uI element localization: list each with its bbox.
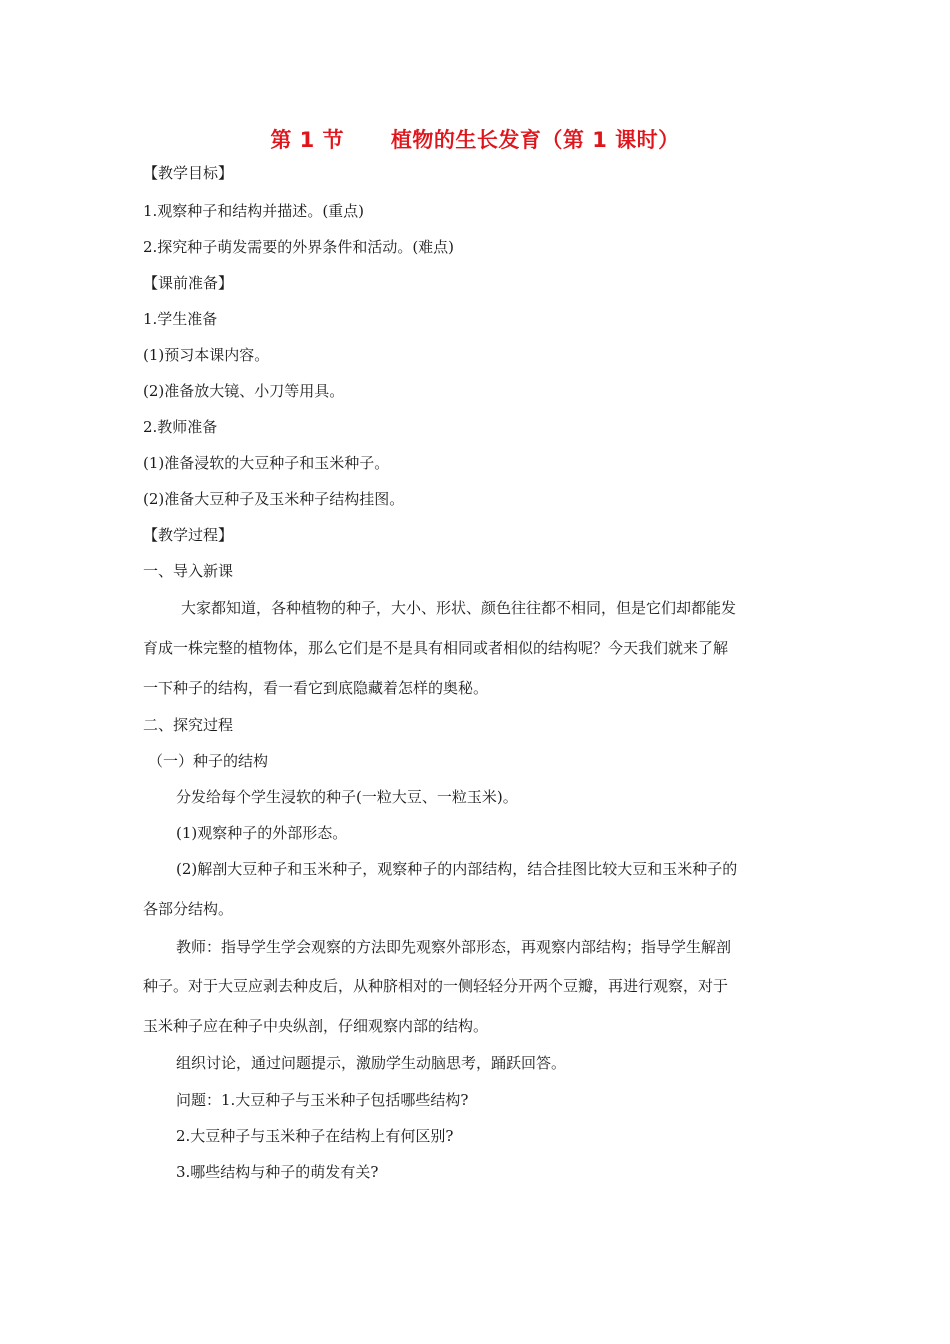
section-inquiry: 二、探究过程	[143, 716, 234, 734]
step-dissect-line-2: 各部分结构。	[143, 900, 234, 918]
heading-teaching-goals: 【教学目标】	[143, 164, 234, 182]
prep-student: 1.学生准备	[143, 310, 218, 328]
heading-teaching-process: 【教学过程】	[143, 526, 234, 544]
paragraph-teacher-line-1: 教师：指导学生学会观察的方法即先观察外部形态，再观察内部结构；指导学生解剖	[176, 938, 732, 956]
paragraph-intro-line-1: 大家都知道，各种植物的种子，大小、形状、颜色往往都不相同，但是它们却都能发	[181, 599, 737, 617]
goal-item-1: 1.观察种子和结构并描述。(重点)	[143, 202, 365, 220]
prep-student-item-1: (1)预习本课内容。	[143, 346, 270, 364]
paragraph-intro-line-3: 一下种子的结构，看一看它到底隐藏着怎样的奥秘。	[143, 679, 489, 697]
step-dissect-line-1: (2)解剖大豆种子和玉米种子，观察种子的内部结构，结合挂图比较大豆和玉米种子的	[176, 860, 738, 878]
subsection-seed-structure: （一）种子的结构	[148, 752, 269, 770]
section-intro: 一、导入新课	[143, 562, 234, 580]
prep-teacher-item-1: (1)准备浸软的大豆种子和玉米种子。	[143, 454, 390, 472]
step-observe-external: (1)观察种子的外部形态。	[176, 824, 348, 842]
paragraph-intro-line-2: 育成一株完整的植物体，那么它们是不是具有相同或者相似的结构呢？今天我们就来了解	[143, 639, 729, 657]
prep-teacher: 2.教师准备	[143, 418, 218, 436]
paragraph-teacher-line-3: 玉米种子应在种子中央纵剖，仔细观察内部的结构。	[143, 1017, 489, 1035]
paragraph-teacher-line-2: 种子。对于大豆应剥去种皮后，从种脐相对的一侧轻轻分开两个豆瓣，再进行观察，对于	[143, 977, 729, 995]
page-title: 第 1 节 植物的生长发育（第 1 课时）	[270, 128, 680, 152]
goal-item-2: 2.探究种子萌发需要的外界条件和活动。(难点)	[143, 238, 455, 256]
question-1: 问题：1.大豆种子与玉米种子包括哪些结构?	[176, 1091, 469, 1109]
heading-preparation: 【课前准备】	[143, 274, 234, 292]
paragraph-discussion: 组织讨论，通过问题提示，激励学生动脑思考，踊跃回答。	[176, 1054, 567, 1072]
question-2: 2.大豆种子与玉米种子在结构上有何区别?	[176, 1127, 454, 1145]
question-3: 3.哪些结构与种子的萌发有关?	[176, 1163, 379, 1181]
prep-student-item-2: (2)准备放大镜、小刀等用具。	[143, 382, 345, 400]
prep-teacher-item-2: (2)准备大豆种子及玉米种子结构挂图。	[143, 490, 405, 508]
paragraph-distribute: 分发给每个学生浸软的种子(一粒大豆、一粒玉米)。	[176, 788, 518, 806]
